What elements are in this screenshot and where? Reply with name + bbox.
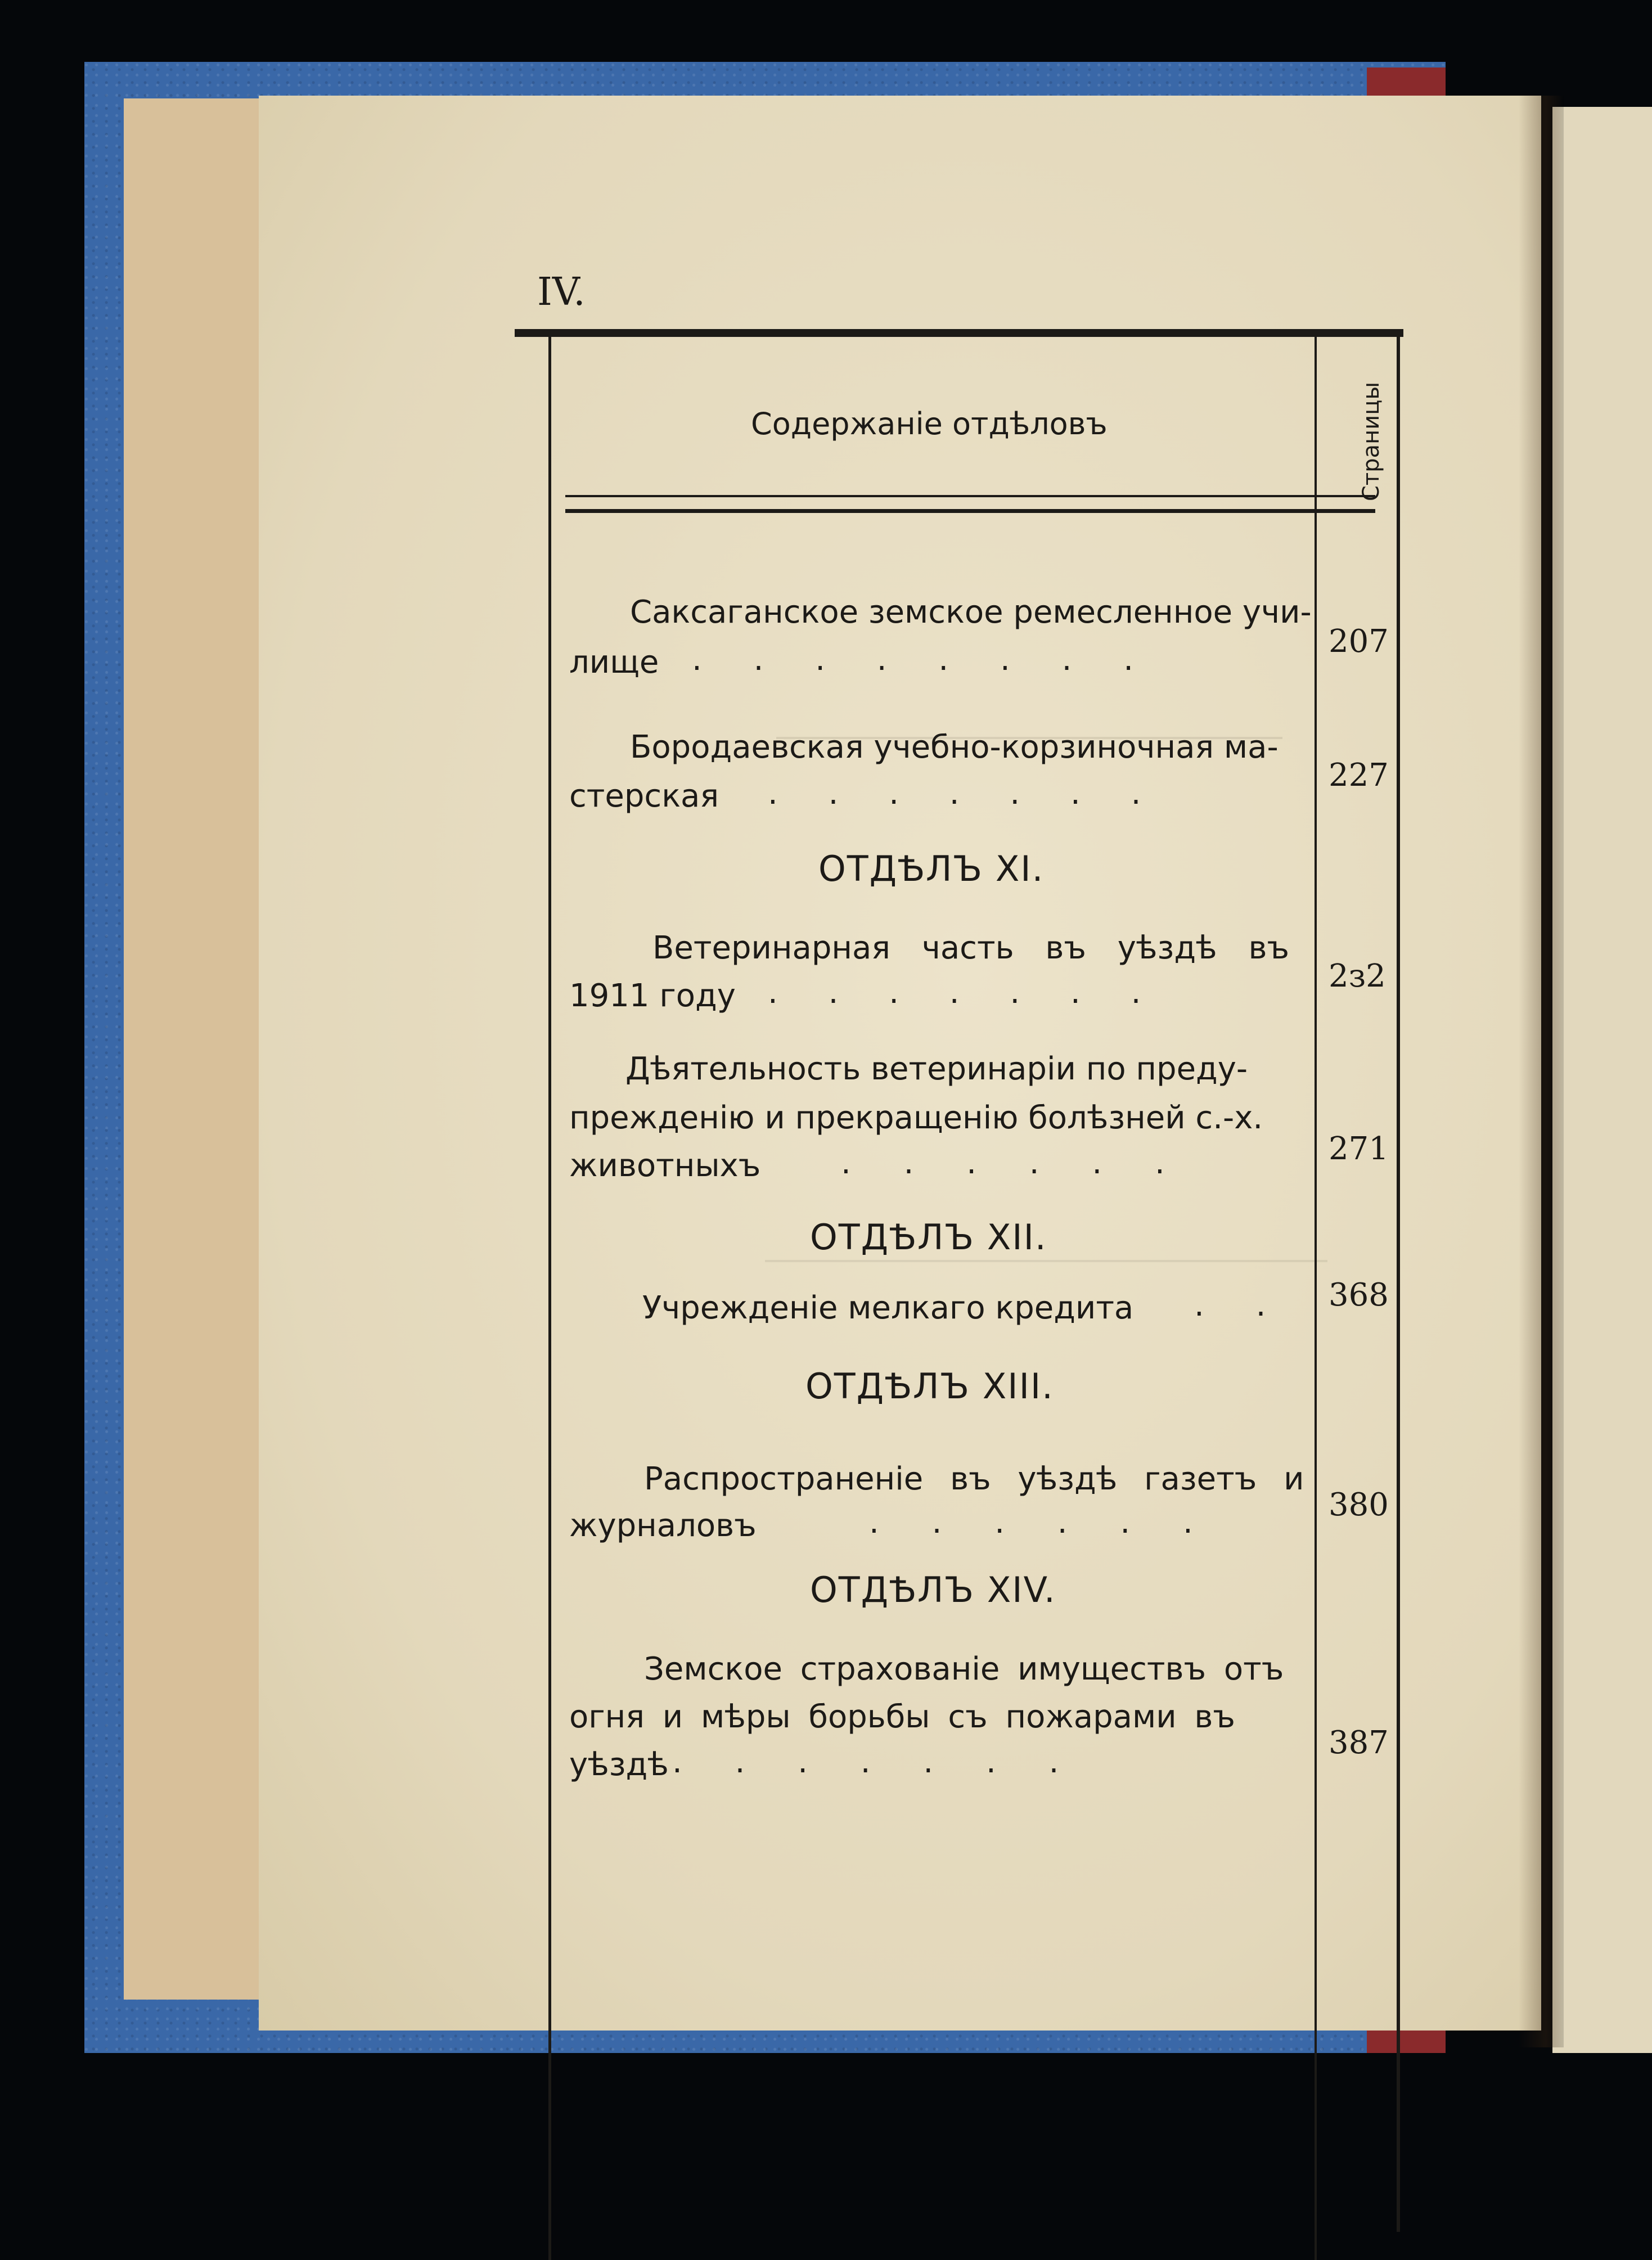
- page-number: 227: [1329, 757, 1389, 794]
- top-rule: [515, 329, 1403, 337]
- entry-line: Земское страхованiе имуществъ отъ: [644, 1651, 1284, 1687]
- entry-line: животныхъ: [569, 1147, 761, 1184]
- leader-dots: . . . . . . . .: [692, 641, 1134, 678]
- entry-line: стерская: [569, 778, 719, 814]
- entry-line: Учрежденiе мелкаго кредита: [642, 1290, 1134, 1326]
- entry-line: прежденiю и прекращенiю болѣзней с.-х.: [569, 1100, 1263, 1136]
- page-number: 368: [1329, 1277, 1389, 1313]
- leader-dots: . . . . . . .: [672, 1744, 1059, 1780]
- header-rule-thick: [565, 509, 1375, 513]
- leader-dots: . .: [1194, 1287, 1266, 1323]
- entry-line: Распространенiе въ уѣздѣ газетъ и: [644, 1461, 1304, 1497]
- entry-line: огня и мѣры борьбы съ пожарами въ: [569, 1699, 1235, 1735]
- entry-line: 1911 году: [569, 978, 736, 1014]
- entry-line: Дѣятельность ветеринарiи по преду-: [625, 1051, 1248, 1087]
- page-gutter-shadow: [1519, 96, 1564, 2047]
- page-number: 2з2: [1329, 958, 1386, 994]
- header-pages-label: Страницы: [1358, 381, 1385, 502]
- right-border: [1397, 336, 1400, 2232]
- page-number: 271: [1329, 1131, 1389, 1167]
- page-number: 207: [1329, 623, 1389, 660]
- page-number: 380: [1329, 1487, 1389, 1523]
- header-rule: [565, 495, 1375, 497]
- column-divider: [1315, 336, 1317, 2260]
- facing-page-edge: [1552, 107, 1652, 2053]
- leader-dots: . . . . . .: [841, 1145, 1165, 1181]
- left-border: [548, 336, 551, 2260]
- entry-line: лище: [569, 644, 659, 681]
- section-heading: ОТДѢЛЪ XIII.: [805, 1366, 1054, 1407]
- section-heading: ОТДѢЛЪ XIV.: [810, 1569, 1056, 1610]
- page-number: 387: [1329, 1725, 1389, 1761]
- section-heading: ОТДѢЛЪ XII.: [810, 1217, 1047, 1258]
- entry-line: уѣздѣ: [569, 1746, 669, 1783]
- entry-line: Бородаевская учебно-корзиночная ма-: [630, 729, 1279, 766]
- section-heading: ОТДѢЛЪ XI.: [818, 848, 1045, 889]
- leader-dots: . . . . . . .: [768, 974, 1141, 1011]
- page-folio: IV.: [537, 270, 586, 314]
- leader-dots: . . . . . . .: [768, 775, 1141, 812]
- entry-line: Ветеринарная часть въ уѣздѣ въ: [652, 930, 1290, 966]
- entry-line: Саксаганское земское ремесленное учи-: [630, 594, 1312, 631]
- header-title: Содержанiе отдѣловъ: [751, 406, 1108, 442]
- entry-line: журналовъ: [569, 1507, 757, 1544]
- leader-dots: . . . . . .: [869, 1504, 1193, 1541]
